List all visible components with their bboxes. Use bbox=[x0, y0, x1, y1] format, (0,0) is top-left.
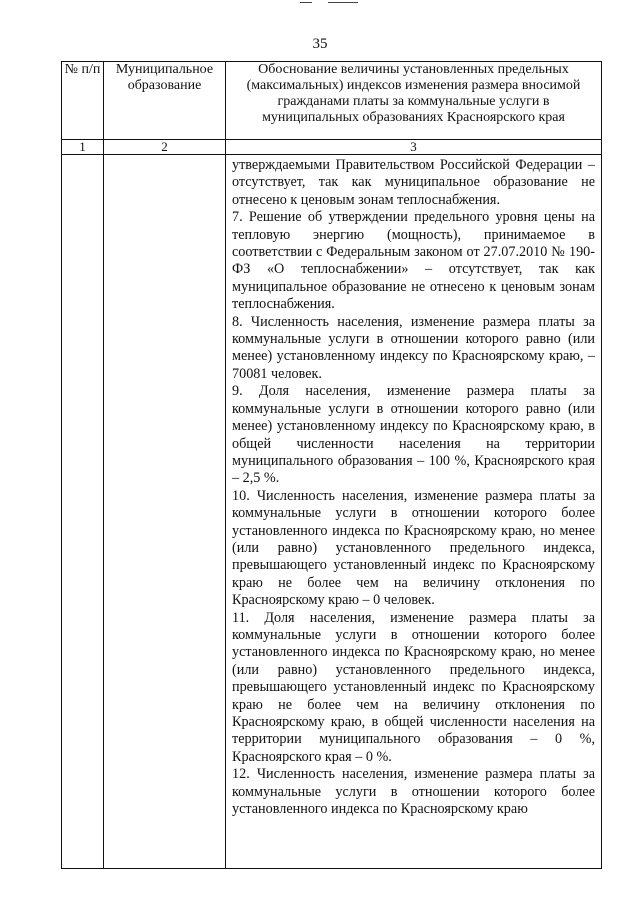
header-number: № п/п bbox=[62, 62, 104, 140]
table-row bbox=[62, 155, 602, 869]
paragraph-12: 12. Численность населения, изменение размера платы за коммунальные услуги в отношении которого более установленного индекса по Красноярскому краю bbox=[232, 766, 595, 818]
paragraph-continuation: утверждаемыми Правительством Российской Федерации – отсутствует, так как муниципальное образование не отнесено к ценовым зонам теплоснабжения. bbox=[232, 157, 595, 208]
row-number-cell bbox=[62, 155, 104, 869]
paragraph-9: 9. Доля населения, изменение размера платы за коммунальные услуги в отношении которого равно (или менее) установленному индексу по Красноярскому краю, в общей численности населения на территории муниципального образования – 100 %, Красноярского края – 2,5 %. bbox=[232, 383, 595, 487]
paragraph-7: 7. Решение об утверждении предельного уровня цены на тепловую энергию (мощность), принимаемое в соответствии с Федеральным законом от 27.07.2010 № 190-ФЗ «О теплоснабжении» – отсутствует, так как муниципальное образование не отнесено к ценовым зонам теплоснабжения. bbox=[232, 209, 595, 313]
paragraph-11: 11. Доля населения, изменение размера платы за коммунальные услуги в отношении которого более установленного индекса по Красноярскому краю, но менее (или равно) установленного предельного индекса, превышающего установленный индекс по Красноярскому краю не более чем на величину отклонения по Красноярскому краю, в общей численности населения на территории муниципального образования – 0 %, Красноярского края – 0 %. bbox=[232, 609, 595, 765]
table-header-row bbox=[62, 62, 602, 140]
header-municipality: Муниципальное образование bbox=[104, 62, 226, 140]
paragraph-8: 8. Численность населения, изменение размера платы за коммунальные услуги в отношении которого равно (или менее) установленному индексу по Красноярскому краю, – 70081 человек. bbox=[232, 313, 595, 382]
column-number-2: 2 bbox=[104, 140, 226, 155]
header-justification: Обоснование величины установленных предельных (максимальных) индексов изменения размера вносимой гражданами платы за коммунальные услуги в муниципальных образованиях Красноярского края bbox=[226, 62, 602, 140]
column-number-row bbox=[62, 140, 602, 155]
column-number-1: 1 bbox=[62, 140, 104, 155]
page-number: 35 bbox=[312, 36, 328, 52]
column-number-3: 3 bbox=[226, 140, 602, 155]
scan-mark bbox=[300, 2, 360, 5]
paragraph-10: 10. Численность населения, изменение размера платы за коммунальные услуги в отношении которого более установленного индекса по Красноярскому краю, но менее (или равно) установленного предельного индекса, превышающего установленный индекс по Красноярскому краю не более чем на величину отклонения по Красноярскому краю – 0 человек. bbox=[232, 487, 595, 609]
justification-table bbox=[61, 61, 602, 869]
row-municipality-cell bbox=[104, 155, 226, 869]
row-justification-cell bbox=[226, 155, 602, 869]
